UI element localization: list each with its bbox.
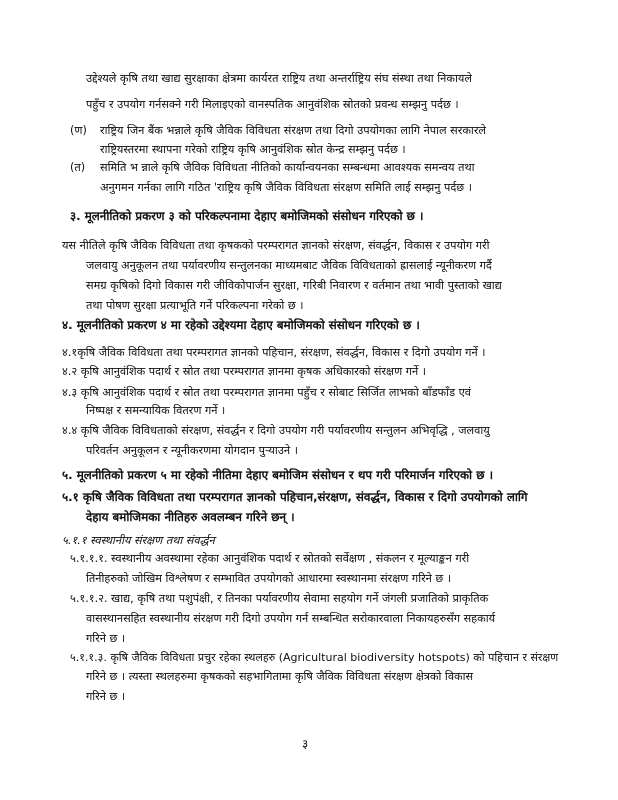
- heading-section-3: ३. मूलनीतिको प्रकरण ३ को परिकल्पनामा देहाए बमोजिमको संसोधन गरिएको छ ।: [70, 209, 424, 223]
- objective-4-1: ४.१कृषि जैविक विविधता तथा परम्परागत ज्ञानको पहिचान, संरक्षण, संवर्द्धन, विकास र दिगो उपयोग गर्ने ।: [62, 346, 486, 359]
- intro-line-1: उद्देश्यले कृषि तथा खाद्य सुरक्षाका क्षेत्रमा कार्यरत राष्ट्रिय तथा अन्तर्राष्ट्रिय संघ संस्था तथा निकायले: [86, 72, 472, 85]
- intro-line-2: पहुँच र उपयोग गर्नसक्ने गरी मिलाइएको वानस्पतिक आनुवंशिक स्रोतको प्रवन्ध सम्झनु पर्दछ ।: [86, 98, 459, 111]
- policy-5-1-1-3-line-3: गरिने छ ।: [86, 690, 126, 703]
- item-na-marker: (ण): [70, 124, 87, 137]
- objective-4-3-line-1: ४.३ कृषि आनुवंशिक पदार्थ र स्रोत तथा परम्परागत ज्ञानमा पहुँच र सोबाट सिर्जित लाभको बाँडफाँड एवं: [62, 386, 472, 399]
- policy-5-1-1-2-line-1: ५.१.१.२. खाद्य, कृषि तथा पशुपंक्षी, र तिनका पर्यावरणीय सेवामा सहयोग गर्ने जंगली प्रजातिको प्राकृतिक: [70, 592, 489, 605]
- para3-line-4: तथा पोषण सुरक्षा प्रत्याभूति गर्ने परिकल्पना गरेको छ ।: [86, 299, 304, 312]
- para3-line-2: जलवायु अनुकूलन तथा पर्यावरणीय सन्तुलनका माध्यमबाट जैविक विविधताको ह्रासलाई न्यूनीकरण गर्दै: [86, 259, 492, 272]
- policy-5-1-1-1-line-1: ५.१.१.१. स्वस्थानीय अवस्थामा रहेका आनुवंशिक पदार्थ र स्रोतको सर्वेक्षण , संकलन र मूल्याङ्कन गरी: [70, 552, 470, 565]
- subheading-5-1-1: ५.१.१ स्वस्थानीय संरक्षण तथा संवर्द्धन: [62, 534, 215, 547]
- policy-5-1-1-2-line-2: वासस्थानसहित स्वस्थानीय संरक्षण गरी दिगो उपयोग गर्न सम्बन्धित सरोकारवाला निकायहरुसँग सहकार्य: [86, 612, 496, 625]
- page-number: ३: [302, 737, 309, 751]
- item-ta-line-2: अनुगमन गर्नका लागि गठित 'राष्ट्रिय कृषि जैविक विविधता संरक्षण समिति लाई सम्झनु पर्दछ ।: [100, 181, 472, 194]
- policy-5-1-1-3-line-2: गरिने छ । त्यस्ता स्थलहरुमा कृषकको सहभागितामा कृषि जैविक विविधता संरक्षण क्षेत्रको विकास: [86, 670, 474, 683]
- heading-5-1-line-2: देहाय बमोजिमका नीतिहरु अवलम्बन गरिने छन् ।: [86, 510, 295, 524]
- policy-5-1-1-3-line-1: ५.१.१.३. कृषि जैविक विविधता प्रचुर रहेका स्थलहरु (Agricultural biodiversity hotspots) को पहिचान र संरक्षण: [70, 651, 559, 664]
- heading-section-5: ५. मूलनीतिको प्रकरण ५ मा रहेको नीतिमा देहाए बमोजिम संसोधन र थप गरी परिमार्जन गरिएको छ ।: [62, 468, 494, 482]
- item-na-line-1: राष्ट्रिय जिन बैंक भन्नाले कृषि जैविक विविधता संरक्षण तथा दिगो उपयोगका लागि नेपाल सरकारले: [100, 124, 486, 137]
- item-ta-marker: (त): [70, 161, 86, 174]
- objective-4-4-line-2: परिवर्तन अनुकूलन र न्यूनीकरणमा योगदान पुर्‍याउने ।: [86, 444, 298, 457]
- objective-4-4-line-1: ४.४ कृषि जैविक विविधताको संरक्षण, संवर्द्धन र दिगो उपयोग गरी पर्यावरणीय सन्तुलन अभिवृद्धि , जलवायु: [62, 424, 490, 437]
- para3-line-3: समग्र कृषिको दिगो विकास गरी जीविकोपार्जन सुरक्षा, गरिबी निवारण र वर्तमान तथा भावी पुस्ताको खाद्य: [86, 279, 502, 292]
- objective-4-2: ४.२ कृषि आनुवंशिक पदार्थ र स्रोत तथा परम्परागत ज्ञानमा कृषक अधिकारको संरक्षण गर्ने ।: [62, 365, 427, 378]
- item-ta-line-1: समिति भ न्नाले कृषि जैविक विविधता नीतिको कार्यान्वयनका सम्बन्धमा आवश्यक समन्वय तथा: [100, 161, 475, 174]
- heading-5-1-line-1: ५.१ कृषि जैविक विविधता तथा परम्परागत ज्ञानको पहिचान,संरक्षण, संवर्द्धन, विकास र दिगो उपयोगको लागि: [62, 490, 528, 504]
- item-na-line-2: राष्ट्रियस्तरमा स्थापना गरेको राष्ट्रिय कृषि आनुवंशिक स्रोत केन्द्र सम्झनु पर्दछ ।: [100, 143, 406, 156]
- policy-5-1-1-1-line-2: तिनीहरुको जोखिम विश्लेषण र सम्भावित उपयोगको आधारमा स्वस्थानमा संरक्षण गरिने छ ।: [86, 572, 452, 585]
- policy-5-1-1-2-line-3: गरिने छ ।: [86, 632, 126, 645]
- para3-line-1: यस नीतिले कृषि जैविक विविधता तथा कृषकको परम्परागत ज्ञानको संरक्षण, संवर्द्धन, विकास र उपयोग गरी: [62, 239, 490, 252]
- heading-section-4: ४. मूलनीतिको प्रकरण ४ मा रहेको उद्देश्यमा देहाए बमोजिमको संसोधन गरिएको छ ।: [62, 318, 420, 332]
- objective-4-3-line-2: निष्पक्ष र समन्यायिक वितरण गर्ने ।: [86, 404, 226, 417]
